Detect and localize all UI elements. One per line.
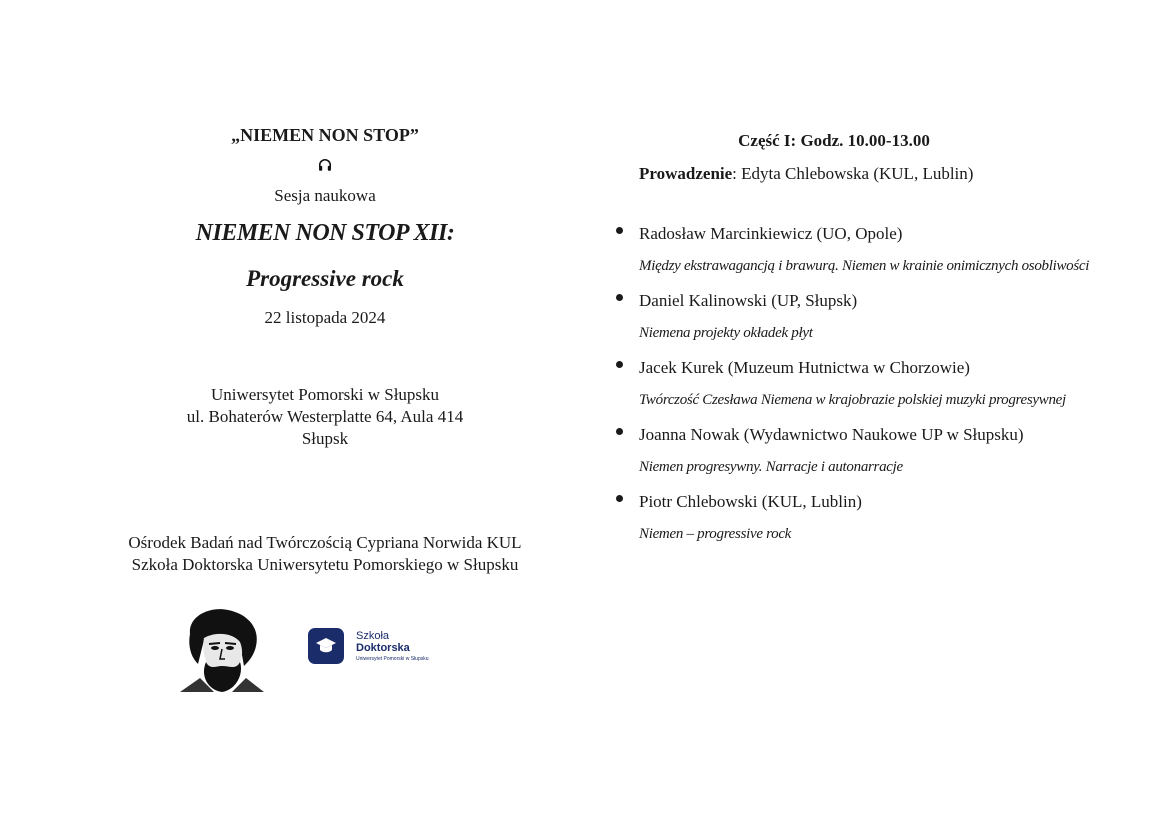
list-item: [612, 419, 1092, 484]
organizers-block: [75, 532, 575, 576]
organizer-line: Ośrodek Badań nad Twórczością Cypriana Norwida KUL: [128, 533, 522, 552]
talk-speaker: Daniel Kalinowski (UP, Słupsk): [639, 291, 858, 310]
left-panel: [75, 122, 575, 576]
bullet-icon: [616, 227, 623, 234]
talk-speaker: Piotr Chlebowski (KUL, Lublin): [639, 492, 862, 511]
event-quote-title: „NIEMEN NON STOP”: [231, 125, 419, 145]
talk-title: Niemen – progressive rock: [639, 526, 792, 542]
venue-line: Uniwersytet Pomorski w Słupsku: [210, 385, 440, 404]
main-title: NIEMEN NON STOP XII:: [195, 220, 455, 246]
szkola-doktorska-text: [356, 631, 429, 662]
moderator-line: [639, 162, 1092, 186]
logo-line: Szkoła: [356, 629, 390, 642]
talk-speaker: Radosław Marcinkiewicz (UO, Opole): [639, 224, 903, 243]
bullet-icon: [616, 428, 623, 435]
bullet-icon: [616, 294, 623, 301]
talk-title: Między ekstrawagancją i brawurą. Niemen w krainie onimicznych osobliwości: [639, 258, 1090, 274]
moderator-label: Prowadzenie: [639, 164, 733, 183]
right-panel: [612, 128, 1092, 553]
talk-title: Niemen progresywny. Narracje i autonarracje: [639, 459, 903, 475]
venue-block: [75, 384, 575, 450]
talk-title: Niemena projekty okładek płyt: [639, 325, 813, 341]
logo-line: Doktorska: [356, 641, 410, 654]
talk-title: Twórczość Czesława Niemena w krajobrazie polskiej muzyki progresywnej: [639, 392, 1066, 408]
event-date: 22 listopada 2024: [264, 308, 386, 327]
venue-line: Słupsk: [301, 429, 349, 448]
list-item: [612, 352, 1092, 417]
bullet-icon: [616, 361, 623, 368]
szkola-doktorska-logo: [308, 628, 429, 664]
subtitle: Progressive rock: [246, 266, 404, 291]
logos-row: [170, 604, 460, 696]
part-heading: Część I: Godz. 10.00-13.00: [738, 131, 930, 150]
moderator-value: : Edyta Chlebowska (KUL, Lublin): [732, 164, 974, 183]
list-item: [612, 486, 1092, 551]
headphones-icon: [75, 154, 575, 176]
norwid-portrait-logo: [170, 604, 266, 694]
organizer-line: Szkoła Doktorska Uniwersytetu Pomorskiego w Słupsku: [131, 555, 519, 574]
list-item: [612, 285, 1092, 350]
talks-list: [612, 218, 1092, 551]
talk-speaker: Joanna Nowak (Wydawnictwo Naukowe UP w Słupsku): [639, 425, 1024, 444]
bullet-icon: [616, 495, 623, 502]
session-label: Sesja naukowa: [274, 186, 376, 205]
graduation-cap-icon: [308, 628, 344, 664]
list-item: [612, 218, 1092, 283]
venue-line: ul. Bohaterów Westerplatte 64, Aula 414: [186, 407, 464, 426]
logo-line: Uniwersytet Pomorski w Słupsku: [356, 655, 429, 662]
talk-speaker: Jacek Kurek (Muzeum Hutnictwa w Chorzowie): [639, 358, 970, 377]
